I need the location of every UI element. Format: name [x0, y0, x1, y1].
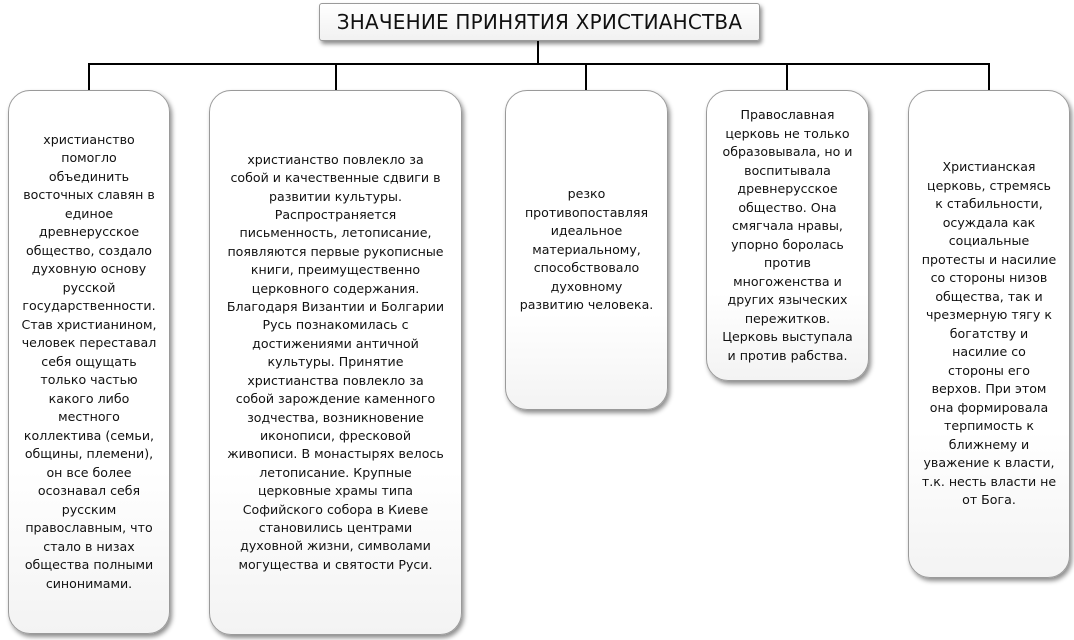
card-church-education-text: Православная церковь не только образовывала, но и воспитывала древнерусское общество. Она смягчала нравы, упорно боролась против многоженства и других языческих пережитков. Церковь выступала и против рабства.: [722, 107, 853, 363]
card-spiritual-development: [505, 90, 668, 410]
card-spiritual-development-text: резко противопоставляя идеальное материальному, способствовало духовному развитию человека.: [519, 186, 654, 313]
card-church-education: [706, 90, 869, 381]
card-stability: [908, 90, 1070, 578]
card-culture-text: христианство повлекло за собой и качественные сдвиги в развитии культуры. Распространяется письменность, летописание, появляются первые рукописные книги, преимущественно церковного содержания. Благодаря Византии и Болгарии Русь познакомилась с достижениями античной культуры. Принятие христианства повлекло за собой зарождение каменного зодчества, возникновение иконописи, фресковой живописи. В монастырях велось летописание. Крупные церковные храмы типа Софийского собора в Киеве становились центрами духовной жизни, символами могущества и святости Руси.: [226, 151, 445, 572]
diagram-title: ЗНАЧЕНИЕ ПРИНЯТИЯ ХРИСТИАНСТВА: [319, 3, 760, 41]
card-unification-text: христианство помогло объединить восточных славян в единое древнерусское общество, создало духовную основу русской государственности. Став христианином, человек переставал себя ощущать только частью какого либо местного коллектива (семьи, общины, племени), он все более осознавал себя русским православным, что стало в низах общества полными синонимами.: [21, 131, 157, 591]
card-unification: [8, 90, 170, 634]
card-stability-text: Христианская церковь, стремясь к стабильности, осуждала как социальные протесты и насилие со стороны низов общества, так и чрезмерную тягу к богатству и насилие со стороны его верхов. При этом она формировала терпимость к ближнему и уважение к власти, т.к. несть власти не от Бога.: [921, 159, 1057, 508]
card-culture: [209, 90, 462, 635]
